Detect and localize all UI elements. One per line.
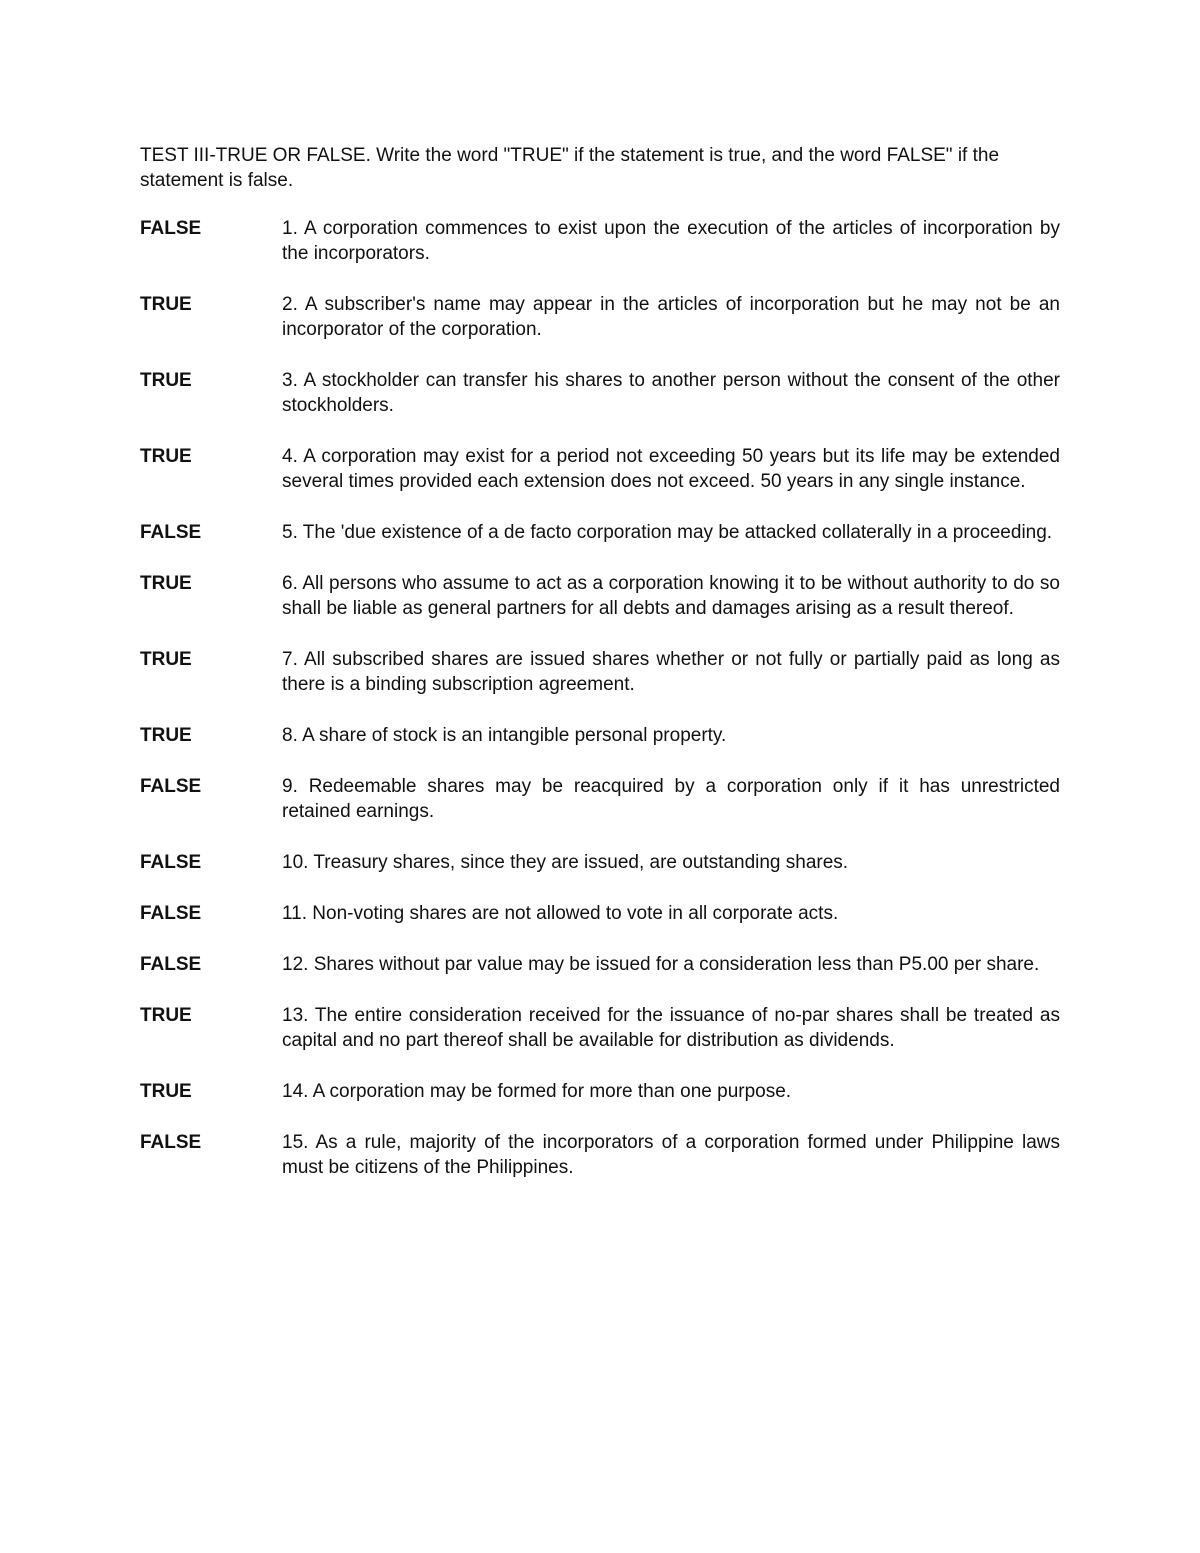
answer-label: TRUE [140, 370, 192, 391]
statement-text: 7. All subscribed shares are issued shares whether or not fully or partially paid as long as there is a binding subscription agreement. [282, 649, 1060, 695]
statement-text: 2. A subscriber's name may appear in the articles of incorporation but he may not be an incorporator of the corporation. [282, 294, 1060, 340]
statement-text: 8. A share of stock is an intangible personal property. [282, 725, 727, 746]
question-item-8 [140, 723, 1060, 748]
statement-text: 15. As a rule, majority of the incorporators of a corporation formed under Philippine laws must be citizens of the Philippines. [282, 1132, 1060, 1178]
statement-text: 6. All persons who assume to act as a corporation knowing it to be without authority to do so shall be liable as general partners for all debts and damages arising as a result thereof. [282, 573, 1060, 619]
question-item-1 [140, 216, 1060, 266]
answer-label: FALSE [140, 954, 202, 975]
question-item-3 [140, 368, 1060, 418]
question-item-6 [140, 571, 1060, 621]
question-item-13 [140, 1003, 1060, 1053]
statement-text: 5. The 'due existence of a de facto corporation may be attacked collaterally in a proceeding. [282, 522, 1053, 543]
answer-label: FALSE [140, 903, 202, 924]
question-item-12 [140, 952, 1060, 977]
statement-text: 12. Shares without par value may be issued for a consideration less than P5.00 per share. [282, 954, 1040, 975]
statement-text: 10. Treasury shares, since they are issued, are outstanding shares. [282, 852, 849, 873]
answer-label: TRUE [140, 649, 192, 670]
statement-text: 3. A stockholder can transfer his shares to another person without the consent of the other stockholders. [282, 370, 1060, 416]
statement-text: 11. Non-voting shares are not allowed to vote in all corporate acts. [282, 903, 839, 924]
question-item-5 [140, 520, 1060, 545]
question-item-10 [140, 850, 1060, 875]
question-item-7 [140, 647, 1060, 697]
answer-label: TRUE [140, 725, 192, 746]
statement-text: 1. A corporation commences to exist upon the execution of the articles of incorporation by the incorporators. [282, 218, 1060, 264]
answer-label: FALSE [140, 852, 202, 873]
question-item-15 [140, 1130, 1060, 1180]
answer-label: FALSE [140, 776, 202, 797]
test-instructions: TEST III-TRUE OR FALSE. Write the word "TRUE" if the statement is true, and the word FALSE" if the statement is false. [140, 145, 1000, 191]
answer-label: FALSE [140, 522, 202, 543]
statement-text: 13. The entire consideration received for the issuance of no-par shares shall be treated as capital and no part thereof shall be available for distribution as dividends. [282, 1005, 1060, 1051]
answer-label: TRUE [140, 573, 192, 594]
question-list [140, 216, 1060, 1206]
answer-label: TRUE [140, 1081, 192, 1102]
question-item-14 [140, 1079, 1060, 1104]
statement-text: 4. A corporation may exist for a period not exceeding 50 years but its life may be extended several times provided each extension does not exceed. 50 years in any single instance. [282, 446, 1060, 492]
question-item-11 [140, 901, 1060, 926]
answer-label: FALSE [140, 1132, 202, 1153]
statement-text: 9. Redeemable shares may be reacquired by a corporation only if it has unrestricted retained earnings. [282, 776, 1060, 822]
answer-label: TRUE [140, 1005, 192, 1026]
question-item-4 [140, 444, 1060, 494]
answer-label: TRUE [140, 294, 192, 315]
answer-label: FALSE [140, 218, 202, 239]
question-item-9 [140, 774, 1060, 824]
question-item-2 [140, 292, 1060, 342]
statement-text: 14. A corporation may be formed for more than one purpose. [282, 1081, 792, 1102]
answer-label: TRUE [140, 446, 192, 467]
